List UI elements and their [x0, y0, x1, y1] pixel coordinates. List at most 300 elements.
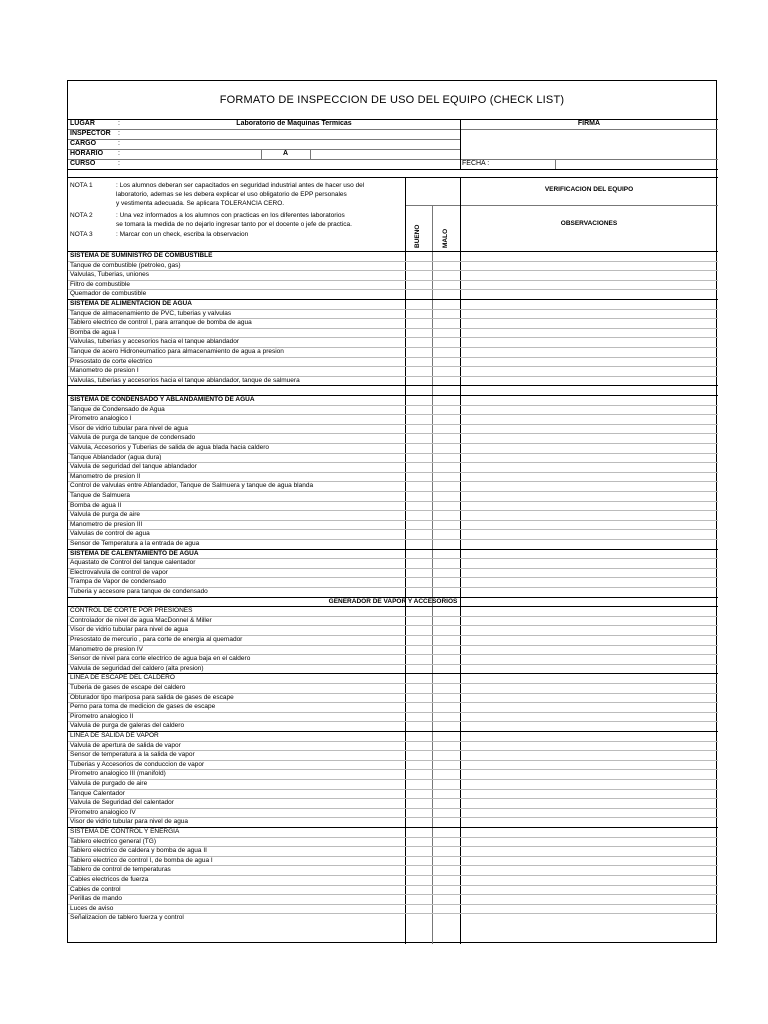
- checklist-row: [68, 443, 718, 453]
- bueno-check-cell[interactable]: [405, 376, 432, 386]
- malo-check-cell[interactable]: [432, 491, 460, 501]
- malo-check-cell[interactable]: [432, 405, 460, 415]
- bueno-check-cell[interactable]: [405, 741, 432, 751]
- item-label: Tanque de Salmuera: [70, 492, 130, 499]
- malo-check-cell[interactable]: [432, 865, 460, 875]
- checklist-row: [68, 817, 718, 827]
- checklist-row: [68, 616, 718, 626]
- bueno-check-cell[interactable]: [405, 702, 432, 712]
- observation-cell[interactable]: [460, 693, 718, 703]
- checklist-row: [68, 683, 718, 693]
- checklist-row: [68, 885, 718, 895]
- section-header-row: [68, 731, 718, 741]
- malo-check-cell[interactable]: [432, 520, 460, 530]
- bueno-check-cell[interactable]: [405, 357, 432, 367]
- bueno-check-cell[interactable]: [405, 625, 432, 635]
- item-label: Obturador tipo mariposa para salida de gases de escape: [70, 693, 234, 701]
- item-label: Tuberia de gases de escape del caldero: [70, 684, 186, 691]
- malo-check-cell[interactable]: [432, 539, 460, 549]
- item-label: Tablero electrico general (TG): [70, 837, 156, 845]
- item-label: Valvulas, tuberias y accesorios hacia el tanque ablandador, tanque de salmuera: [70, 376, 300, 384]
- bueno-check-cell[interactable]: [405, 289, 432, 299]
- malo-check-cell[interactable]: [432, 837, 460, 847]
- malo-check-cell[interactable]: [432, 875, 460, 885]
- bueno-check-cell[interactable]: [405, 846, 432, 856]
- cargo-label: CARGO: [70, 140, 97, 147]
- bueno-check-cell[interactable]: [405, 405, 432, 415]
- item-label: Tanque de acero Hidroneumatico para almacenamiento de agua a presion: [70, 348, 284, 355]
- bueno-check-cell[interactable]: [405, 721, 432, 731]
- observation-cell[interactable]: [460, 769, 718, 779]
- observation-cell[interactable]: [460, 712, 718, 722]
- inspector-label: INSPECTOR: [70, 130, 111, 137]
- item-label: Pirometro analogico III (manifold): [70, 770, 166, 778]
- observation-cell[interactable]: [460, 741, 718, 751]
- item-label: Presostato de corte electrico: [70, 357, 153, 365]
- section-header-row: [68, 299, 718, 309]
- horario-label: HORARIO: [70, 150, 104, 157]
- malo-check-cell[interactable]: [432, 337, 460, 347]
- malo-check-cell[interactable]: [432, 443, 460, 453]
- bueno-check-cell[interactable]: [405, 366, 432, 376]
- malo-column-header: MALO: [442, 228, 449, 248]
- observation-cell[interactable]: [460, 798, 718, 808]
- observation-cell[interactable]: [460, 453, 718, 463]
- observation-cell[interactable]: [460, 894, 718, 904]
- observation-cell[interactable]: [460, 443, 718, 453]
- malo-check-cell[interactable]: [432, 357, 460, 367]
- checklist-row: [68, 328, 718, 338]
- checklist-row: [68, 309, 718, 319]
- bueno-check-cell[interactable]: [405, 414, 432, 424]
- item-label: Quemador de combustible: [70, 290, 147, 298]
- observation-cell[interactable]: [460, 424, 718, 434]
- bueno-check-cell[interactable]: [405, 270, 432, 280]
- malo-check-cell[interactable]: [432, 741, 460, 751]
- item-label: Valvula de purga de tanque de condensado: [70, 434, 196, 442]
- item-label: Tanque de almacenamiento de PVC, tuberias y valvulas: [70, 309, 232, 317]
- divider: [68, 169, 718, 170]
- observation-cell[interactable]: [460, 347, 718, 357]
- checklist-row: [68, 261, 718, 271]
- checklist-row: [68, 376, 718, 386]
- observation-cell[interactable]: [460, 645, 718, 655]
- malo-check-cell[interactable]: [432, 366, 460, 376]
- observation-cell[interactable]: [460, 587, 718, 597]
- item-label: Tablero electrico de control I, para arranque de bomba de agua: [70, 319, 252, 327]
- malo-check-cell[interactable]: [432, 558, 460, 568]
- observation-cell[interactable]: [460, 462, 718, 472]
- malo-check-cell[interactable]: [432, 433, 460, 443]
- checklist-row: [68, 510, 718, 520]
- observations-header: OBSERVACIONES: [560, 220, 618, 227]
- observation-cell[interactable]: [460, 577, 718, 587]
- colon: :: [118, 150, 120, 157]
- lugar-value[interactable]: Laboratorio de Maquinas Termicas: [236, 120, 352, 127]
- observation-cell[interactable]: [460, 520, 718, 530]
- observation-cell[interactable]: [460, 366, 718, 376]
- section-header-row: [68, 549, 718, 559]
- observation-cell[interactable]: [460, 721, 718, 731]
- section-title: SISTEMA DE SUMINISTRO DE COMBUSTIBLE: [70, 252, 213, 259]
- item-label: Pirometro analogico I: [70, 415, 132, 423]
- observation-cell[interactable]: [460, 913, 718, 923]
- observation-cell[interactable]: [460, 328, 718, 338]
- bueno-check-cell[interactable]: [405, 904, 432, 914]
- malo-check-cell[interactable]: [432, 318, 460, 328]
- bueno-check-cell[interactable]: [405, 491, 432, 501]
- section-title: SISTEMA DE CONDENSADO Y ABLANDAMIENTO DE AGUA: [70, 396, 255, 403]
- bueno-check-cell[interactable]: [405, 539, 432, 549]
- observation-cell[interactable]: [460, 501, 718, 511]
- divider: [310, 149, 311, 159]
- item-label: Valvula de purga de aire: [70, 511, 140, 519]
- observation-cell[interactable]: [460, 683, 718, 693]
- observation-cell[interactable]: [460, 779, 718, 789]
- malo-check-cell[interactable]: [432, 760, 460, 770]
- bueno-check-cell[interactable]: [405, 779, 432, 789]
- bueno-check-cell[interactable]: [405, 261, 432, 271]
- observation-cell[interactable]: [460, 808, 718, 818]
- observation-cell[interactable]: [460, 865, 718, 875]
- checklist-row: [68, 472, 718, 482]
- item-label: Electrovalvula de control de vapor: [70, 568, 168, 576]
- item-label: Cables de control: [70, 885, 121, 893]
- bueno-check-cell[interactable]: [405, 529, 432, 539]
- colon: :: [118, 120, 120, 127]
- note-1-line: laboratorio, ademas se les debera explicar el uso obligatorio de EPP personales: [116, 191, 347, 198]
- malo-check-cell[interactable]: [432, 568, 460, 578]
- observation-cell[interactable]: [460, 261, 718, 271]
- malo-check-cell[interactable]: [432, 347, 460, 357]
- malo-check-cell[interactable]: [432, 885, 460, 895]
- item-label: Sensor de nivel para corte electrico de agua baja en el caldero: [70, 655, 251, 663]
- bueno-check-cell[interactable]: [405, 318, 432, 328]
- bueno-check-cell[interactable]: [405, 664, 432, 674]
- item-label: Tablero electrico de control I, de bomba de agua I: [70, 856, 213, 864]
- item-label: Luces de aviso: [70, 904, 114, 912]
- observation-cell[interactable]: [460, 357, 718, 367]
- note-2-line: : Una vez informados a los alumnos con practicas en los diferentes laboratorios: [116, 212, 345, 219]
- blank-row: [68, 385, 718, 395]
- observation-cell[interactable]: [460, 433, 718, 443]
- observation-cell[interactable]: [460, 837, 718, 847]
- bueno-check-cell[interactable]: [405, 510, 432, 520]
- observation-cell[interactable]: [460, 510, 718, 520]
- bueno-check-cell[interactable]: [405, 443, 432, 453]
- firma-label: FIRMA: [577, 120, 601, 127]
- note-2-line: se tomara la medida de no dejarlo ingresar tanto por el docente o jefe de practica.: [116, 221, 352, 228]
- bueno-check-cell[interactable]: [405, 558, 432, 568]
- bueno-check-cell[interactable]: [405, 817, 432, 827]
- item-label: Visor de vidrio tubular para nivel de agua: [70, 818, 189, 826]
- malo-check-cell[interactable]: [432, 261, 460, 271]
- bueno-check-cell[interactable]: [405, 913, 432, 923]
- observation-cell[interactable]: [460, 904, 718, 914]
- item-label: Manometro de presion II: [70, 472, 141, 480]
- checklist-row: [68, 913, 718, 923]
- bueno-check-cell[interactable]: [405, 587, 432, 597]
- observation-cell[interactable]: [460, 337, 718, 347]
- malo-check-cell[interactable]: [432, 645, 460, 655]
- checklist-row: [68, 366, 718, 376]
- bueno-check-cell[interactable]: [405, 481, 432, 491]
- bueno-check-cell[interactable]: [405, 616, 432, 626]
- bueno-check-cell[interactable]: [405, 635, 432, 645]
- malo-check-cell[interactable]: [432, 424, 460, 434]
- bueno-check-cell[interactable]: [405, 433, 432, 443]
- malo-check-cell[interactable]: [432, 721, 460, 731]
- bueno-check-cell[interactable]: [405, 769, 432, 779]
- malo-check-cell[interactable]: [432, 280, 460, 290]
- malo-check-cell[interactable]: [432, 328, 460, 338]
- observation-cell[interactable]: [460, 664, 718, 674]
- observation-cell[interactable]: [460, 654, 718, 664]
- bueno-check-cell[interactable]: [405, 501, 432, 511]
- checklist-row: [68, 693, 718, 703]
- malo-check-cell[interactable]: [432, 414, 460, 424]
- observation-cell[interactable]: [460, 635, 718, 645]
- colon: :: [118, 160, 120, 167]
- observation-cell[interactable]: [460, 309, 718, 319]
- malo-check-cell[interactable]: [432, 683, 460, 693]
- observation-cell[interactable]: [460, 376, 718, 386]
- bueno-check-cell[interactable]: [405, 894, 432, 904]
- malo-check-cell[interactable]: [432, 309, 460, 319]
- observation-cell[interactable]: [460, 529, 718, 539]
- observation-cell[interactable]: [460, 289, 718, 299]
- bueno-check-cell[interactable]: [405, 760, 432, 770]
- observation-cell[interactable]: [460, 472, 718, 482]
- malo-check-cell[interactable]: [432, 472, 460, 482]
- bueno-check-cell[interactable]: [405, 309, 432, 319]
- bueno-check-cell[interactable]: [405, 645, 432, 655]
- checklist-row: [68, 405, 718, 415]
- item-label: Tanque de combustible (petroleo, gas): [70, 261, 181, 269]
- malo-check-cell[interactable]: [432, 846, 460, 856]
- bueno-check-cell[interactable]: [405, 789, 432, 799]
- checklist-row: [68, 789, 718, 799]
- checklist-row: [68, 837, 718, 847]
- malo-check-cell[interactable]: [432, 856, 460, 866]
- observation-cell[interactable]: [460, 616, 718, 626]
- bueno-check-cell[interactable]: [405, 885, 432, 895]
- observation-cell[interactable]: [460, 817, 718, 827]
- malo-check-cell[interactable]: [432, 587, 460, 597]
- divider: [68, 129, 718, 130]
- malo-check-cell[interactable]: [432, 894, 460, 904]
- checklist-row: [68, 645, 718, 655]
- item-label: Tablero electrico de caldera y bomba de agua II: [70, 847, 207, 855]
- item-label: Tuberias y Accesorios de conduccion de vapor: [70, 760, 205, 768]
- bueno-check-cell[interactable]: [405, 347, 432, 357]
- bueno-column-header: BUENO: [414, 224, 421, 248]
- checklist-row: [68, 270, 718, 280]
- checklist-row: [68, 539, 718, 549]
- item-label: Trampa de Vapor de condensado: [70, 578, 167, 586]
- checklist-row: [68, 289, 718, 299]
- section-title: LINEA DE SALIDA DE VAPOR: [70, 732, 159, 739]
- malo-check-cell[interactable]: [432, 501, 460, 511]
- checklist-row: [68, 894, 718, 904]
- observation-cell[interactable]: [460, 702, 718, 712]
- bueno-check-cell[interactable]: [405, 798, 432, 808]
- malo-check-cell[interactable]: [432, 577, 460, 587]
- malo-check-cell[interactable]: [432, 798, 460, 808]
- bueno-check-cell[interactable]: [405, 424, 432, 434]
- section-header-row: [68, 673, 718, 683]
- item-label: Cables electricos de fuerza: [70, 876, 149, 883]
- item-label: Valvula de purgado de aire: [70, 780, 148, 787]
- divider: [68, 159, 718, 160]
- malo-check-cell[interactable]: [432, 664, 460, 674]
- form-title: FORMATO DE INSPECCION DE USO DEL EQUIPO (CHECK LIST): [219, 94, 565, 106]
- horario-separator: A: [282, 150, 289, 157]
- section-title: SISTEMA DE CONTROL Y ENERGIA: [70, 828, 180, 835]
- bueno-check-cell[interactable]: [405, 337, 432, 347]
- observation-cell[interactable]: [460, 760, 718, 770]
- item-label: Perillas de mando: [70, 895, 123, 903]
- item-label: Valvulas, Tuberias, uniones: [70, 271, 150, 279]
- item-label: Control de valvulas entre Ablandador, Tanque de Salmuera y tanque de agua blanda: [70, 482, 314, 490]
- checklist-row: [68, 779, 718, 789]
- item-label: Controlador de nivel de agua MacDonnel & Miller: [70, 616, 212, 624]
- malo-check-cell[interactable]: [432, 529, 460, 539]
- malo-check-cell[interactable]: [432, 462, 460, 472]
- bueno-check-cell[interactable]: [405, 693, 432, 703]
- observation-cell[interactable]: [460, 414, 718, 424]
- item-label: Aquastato de Control del tanque calentador: [70, 559, 196, 567]
- item-label: Manometro de presion III: [70, 520, 143, 528]
- observation-cell[interactable]: [460, 625, 718, 635]
- observation-cell[interactable]: [460, 856, 718, 866]
- bueno-check-cell[interactable]: [405, 472, 432, 482]
- malo-check-cell[interactable]: [432, 808, 460, 818]
- checklist-row: [68, 577, 718, 587]
- bueno-check-cell[interactable]: [405, 328, 432, 338]
- bueno-check-cell[interactable]: [405, 462, 432, 472]
- malo-check-cell[interactable]: [432, 453, 460, 463]
- section-header-row: [68, 597, 718, 607]
- section-header-row: [68, 606, 718, 616]
- observation-cell[interactable]: [460, 846, 718, 856]
- item-label: Valvula de seguridad del tanque ablandador: [70, 463, 197, 471]
- malo-check-cell[interactable]: [432, 769, 460, 779]
- checklist-row: [68, 875, 718, 885]
- checklist-row: [68, 357, 718, 367]
- malo-check-cell[interactable]: [432, 913, 460, 923]
- bueno-check-cell[interactable]: [405, 750, 432, 760]
- observation-cell[interactable]: [460, 481, 718, 491]
- checklist-row: [68, 721, 718, 731]
- malo-check-cell[interactable]: [432, 750, 460, 760]
- checklist-row: [68, 635, 718, 645]
- observation-cell[interactable]: [460, 875, 718, 885]
- checklist-row: [68, 654, 718, 664]
- malo-check-cell[interactable]: [432, 904, 460, 914]
- item-label: Valvulas de control de agua: [70, 530, 150, 538]
- bueno-check-cell[interactable]: [405, 568, 432, 578]
- item-label: Perno para toma de medicion de gases de escape: [70, 703, 216, 711]
- section-title: LINEA DE ESCAPE DEL CALDERO: [70, 674, 175, 682]
- observation-cell[interactable]: [460, 750, 718, 760]
- bueno-check-cell[interactable]: [405, 654, 432, 664]
- observation-cell[interactable]: [460, 318, 718, 328]
- malo-check-cell[interactable]: [432, 625, 460, 635]
- malo-check-cell[interactable]: [432, 693, 460, 703]
- checklist-row: [68, 462, 718, 472]
- malo-check-cell[interactable]: [432, 376, 460, 386]
- note-3-label: NOTA 3: [70, 231, 93, 238]
- observation-cell[interactable]: [460, 270, 718, 280]
- item-label: Valvula de apertura de salida de vapor: [70, 741, 181, 749]
- note-2-label: NOTA 2: [70, 212, 93, 219]
- bueno-check-cell[interactable]: [405, 683, 432, 693]
- observation-cell[interactable]: [460, 280, 718, 290]
- item-label: Manometro de presion I: [70, 367, 139, 375]
- checklist-row: [68, 798, 718, 808]
- bueno-check-cell[interactable]: [405, 837, 432, 847]
- malo-check-cell[interactable]: [432, 270, 460, 280]
- malo-check-cell[interactable]: [432, 481, 460, 491]
- bueno-check-cell[interactable]: [405, 712, 432, 722]
- malo-check-cell[interactable]: [432, 654, 460, 664]
- checklist-row: [68, 491, 718, 501]
- divider: [405, 205, 718, 206]
- item-label: Sensor de Temperatura a la entrada de agua: [70, 540, 200, 547]
- observation-cell[interactable]: [460, 558, 718, 568]
- malo-check-cell[interactable]: [432, 789, 460, 799]
- malo-check-cell[interactable]: [432, 616, 460, 626]
- malo-check-cell[interactable]: [432, 702, 460, 712]
- observation-cell[interactable]: [460, 789, 718, 799]
- note-3-line: : Marcar con un check, escriba la observacion: [116, 231, 249, 238]
- bueno-check-cell[interactable]: [405, 577, 432, 587]
- checklist-row: [68, 520, 718, 530]
- observation-cell[interactable]: [460, 405, 718, 415]
- bueno-check-cell[interactable]: [405, 453, 432, 463]
- observation-cell[interactable]: [460, 885, 718, 895]
- observation-cell[interactable]: [460, 568, 718, 578]
- observation-cell[interactable]: [460, 539, 718, 549]
- bueno-check-cell[interactable]: [405, 865, 432, 875]
- bueno-check-cell[interactable]: [405, 280, 432, 290]
- bueno-check-cell[interactable]: [405, 520, 432, 530]
- checklist-row: [68, 347, 718, 357]
- section-title: CONTROL DE CORTE POR PRESIONES: [70, 607, 193, 615]
- bueno-check-cell[interactable]: [405, 856, 432, 866]
- item-label: Visor de vidrio tubular para nivel de agua: [70, 424, 189, 432]
- malo-check-cell[interactable]: [432, 289, 460, 299]
- note-1-line: y vestimenta adecuada. Se aplicara TOLERANCIA CERO.: [116, 200, 285, 207]
- checklist-row: [68, 769, 718, 779]
- item-label: Señalizacion de tablero fuerza y control: [70, 914, 184, 922]
- item-label: Visor de vidrio tubular para nivel de agua: [70, 626, 189, 634]
- malo-check-cell[interactable]: [432, 712, 460, 722]
- observation-cell[interactable]: [460, 491, 718, 501]
- checklist-row: [68, 453, 718, 463]
- malo-check-cell[interactable]: [432, 635, 460, 645]
- malo-check-cell[interactable]: [432, 817, 460, 827]
- section-title: GENERADOR DE VAPOR Y ACCESORIOS: [328, 597, 458, 605]
- bueno-check-cell[interactable]: [405, 875, 432, 885]
- checklist-row: [68, 433, 718, 443]
- checklist-row: [68, 625, 718, 635]
- malo-check-cell[interactable]: [432, 779, 460, 789]
- checklist-row: [68, 712, 718, 722]
- malo-check-cell[interactable]: [432, 510, 460, 520]
- bueno-check-cell[interactable]: [405, 808, 432, 818]
